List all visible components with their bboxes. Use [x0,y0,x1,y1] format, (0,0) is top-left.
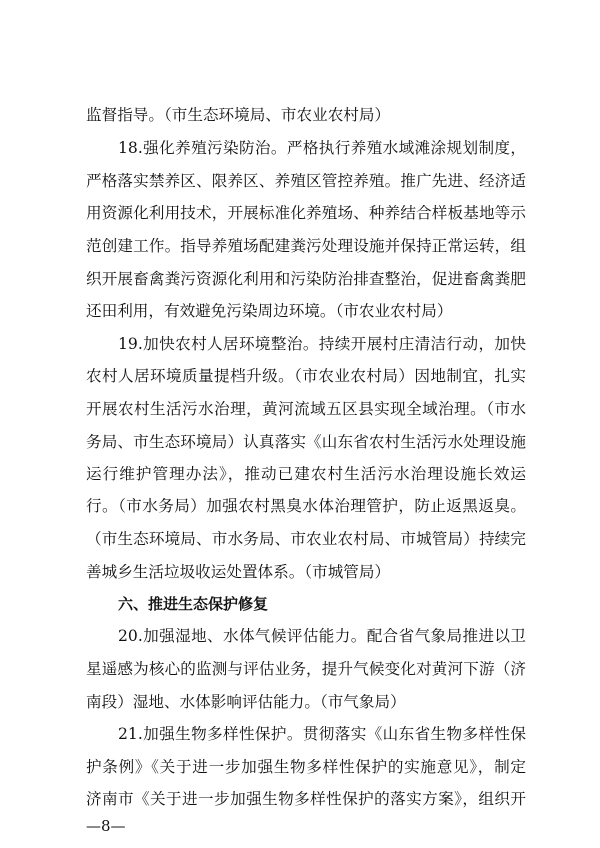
paragraph-line: 19.加快农村人居环境整治。持续开展村庄清洁行动，加快 [118,335,526,353]
paragraph-line: 务局、市生态环境局）认真落实《山东省农村生活污水处理设施 [86,433,526,451]
paragraph-line: 严格落实禁养区、限养区、养殖区管控养殖。推广先进、经济适 [86,172,526,190]
paragraph-line: 星遥感为核心的监测与评估业务，提升气候变化对黄河下游（济 [86,660,526,678]
page-number: —8— [86,817,126,835]
paragraph-line: 范创建工作。指导养殖场配建粪污处理设施并保持正常运转，组 [86,237,526,255]
paragraph-line: 21.加强生物多样性保护。贯彻落实《山东省生物多样性保 [118,725,526,743]
paragraph-line: 南段）湿地、水体影响评估能力。（市气象局） [86,693,406,711]
paragraph-line: 运行维护管理办法》，推动已建农村生活污水治理设施长效运 [86,465,526,483]
paragraph-line: （市生态环境局、市水务局、市农业农村局、市城管局）持续完 [86,530,526,548]
paragraph-line: 开展农村生活污水治理，黄河流域五区县实现全域治理。（市水 [86,400,526,418]
paragraph-line: 18.强化养殖污染防治。严格执行养殖水域滩涂规划制度， [118,139,526,157]
paragraph-line: 织开展畜禽粪污资源化利用和污染防治排查整治，促进畜禽粪肥 [86,270,526,288]
paragraph-line: 监督指导。（市生态环境局、市农业农村局） [86,106,391,124]
paragraph-line: 农村人居环境质量提档升级。（市农业农村局）因地制宜，扎实 [86,367,526,385]
paragraph-line: 20.加强湿地、水体气候评估能力。配合省气象局推进以卫 [118,627,526,645]
paragraph-line: 还田利用，有效避免污染周边环境。（市农业农村局） [86,302,453,320]
paragraph-line: 护条例》《关于进一步加强生物多样性保护的实施意见》，制定 [86,758,526,776]
paragraph-line: 用资源化利用技术，开展标准化养殖场、种养结合样板基地等示 [86,204,526,222]
paragraph-line: 行。（市水务局）加强农村黑臭水体治理管护，防止返黑返臭。 [86,497,526,515]
paragraph-line: 善城乡生活垃圾收运处置体系。（市城管局） [86,563,391,581]
paragraph-line: 济南市《关于进一步加强生物多样性保护的落实方案》，组织开 [86,790,526,808]
section-heading: 六、推进生态保护修复 [118,595,269,613]
